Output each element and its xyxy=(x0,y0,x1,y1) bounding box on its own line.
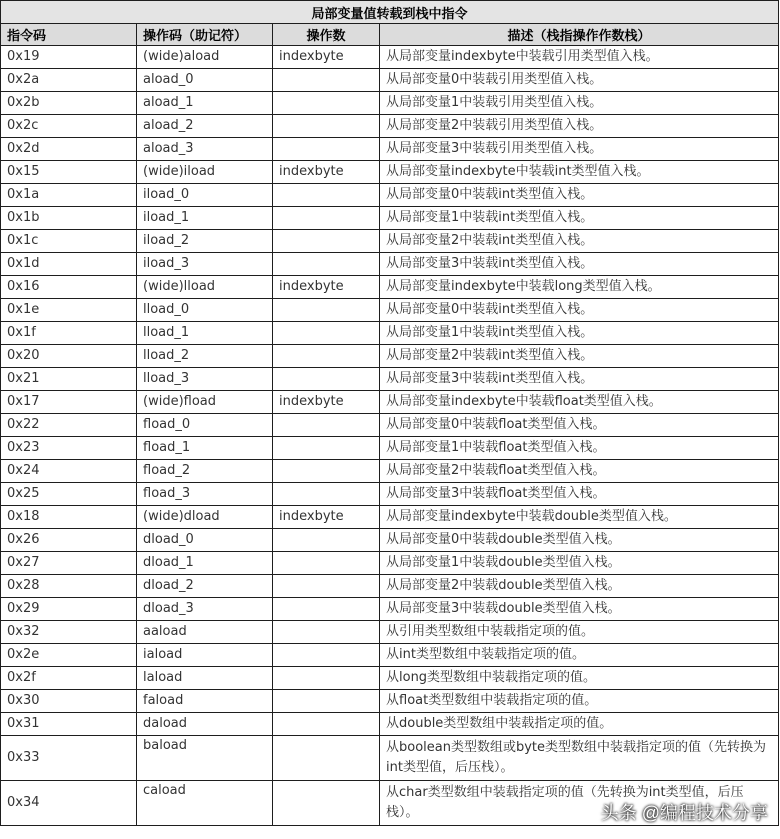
opcode-cell: 0x27 xyxy=(1,552,137,575)
operand-cell xyxy=(273,92,380,115)
mnemonic-cell: aload_0 xyxy=(137,69,273,92)
description-cell: 从double类型数组中装载指定项的值。 xyxy=(380,713,779,736)
operand-cell xyxy=(273,322,380,345)
table-row xyxy=(1,115,779,138)
opcode-cell: 0x1e xyxy=(1,299,137,322)
opcode-cell: 0x1b xyxy=(1,207,137,230)
opcode-cell: 0x17 xyxy=(1,391,137,414)
table-row xyxy=(1,644,779,667)
mnemonic-cell: iload_1 xyxy=(137,207,273,230)
description-cell: 从局部变量3中装载double类型值入栈。 xyxy=(380,598,779,621)
operand-cell xyxy=(273,115,380,138)
opcode-cell: 0x33 xyxy=(1,736,137,781)
table-row xyxy=(1,460,779,483)
opcode-cell: 0x15 xyxy=(1,161,137,184)
table-row xyxy=(1,506,779,529)
header-operand: 操作数 xyxy=(273,24,380,46)
opcode-cell: 0x2d xyxy=(1,138,137,161)
opcode-cell: 0x1c xyxy=(1,230,137,253)
table-row xyxy=(1,138,779,161)
mnemonic-cell: (wide)dload xyxy=(137,506,273,529)
operand-cell xyxy=(273,781,380,826)
table-row xyxy=(1,713,779,736)
table-row xyxy=(1,345,779,368)
opcode-cell: 0x28 xyxy=(1,575,137,598)
mnemonic-cell: caload xyxy=(137,781,273,826)
operand-cell xyxy=(273,529,380,552)
description-cell: 从局部变量2中装载int类型值入栈。 xyxy=(380,345,779,368)
table-title: 局部变量值转载到栈中指令 xyxy=(1,1,779,24)
operand-cell xyxy=(273,207,380,230)
header-mnemonic: 操作码（助记符） xyxy=(137,24,273,46)
opcode-cell: 0x2b xyxy=(1,92,137,115)
description-cell: 从局部变量indexbyte中装载double类型值入栈。 xyxy=(380,506,779,529)
mnemonic-cell: fload_3 xyxy=(137,483,273,506)
mnemonic-cell: (wide)aload xyxy=(137,46,273,69)
mnemonic-cell: iload_3 xyxy=(137,253,273,276)
opcode-cell: 0x30 xyxy=(1,690,137,713)
opcode-cell: 0x29 xyxy=(1,598,137,621)
opcode-cell: 0x2f xyxy=(1,667,137,690)
operand-cell xyxy=(273,184,380,207)
table-row xyxy=(1,230,779,253)
table-row xyxy=(1,184,779,207)
table-header-row xyxy=(1,24,779,46)
operand-cell xyxy=(273,644,380,667)
table-row xyxy=(1,575,779,598)
header-description: 描述（栈指操作作数栈） xyxy=(380,24,779,46)
header-opcode: 指令码 xyxy=(1,24,137,46)
table-row xyxy=(1,161,779,184)
operand-cell xyxy=(273,736,380,781)
description-cell: 从局部变量0中装载double类型值入栈。 xyxy=(380,529,779,552)
table-row xyxy=(1,414,779,437)
operand-cell xyxy=(273,414,380,437)
table-row xyxy=(1,322,779,345)
operand-cell xyxy=(273,299,380,322)
description-cell: 从局部变量2中装载float类型值入栈。 xyxy=(380,460,779,483)
operand-cell xyxy=(273,69,380,92)
opcode-cell: 0x25 xyxy=(1,483,137,506)
description-cell: 从局部变量0中装载引用类型值入栈。 xyxy=(380,69,779,92)
operand-cell xyxy=(273,575,380,598)
operand-cell xyxy=(273,621,380,644)
table-row xyxy=(1,736,779,781)
watermark-text: 头条 @编程技术分享 xyxy=(600,803,768,823)
table-row xyxy=(1,667,779,690)
mnemonic-cell: aload_3 xyxy=(137,138,273,161)
operand-cell xyxy=(273,437,380,460)
mnemonic-cell: fload_2 xyxy=(137,460,273,483)
opcode-cell: 0x2c xyxy=(1,115,137,138)
opcode-cell: 0x31 xyxy=(1,713,137,736)
opcode-cell: 0x23 xyxy=(1,437,137,460)
description-cell: 从局部变量0中装载int类型值入栈。 xyxy=(380,184,779,207)
opcode-cell: 0x1f xyxy=(1,322,137,345)
opcode-cell: 0x34 xyxy=(1,781,137,826)
operand-cell xyxy=(273,667,380,690)
operand-cell: indexbyte xyxy=(273,506,380,529)
mnemonic-cell: lload_0 xyxy=(137,299,273,322)
mnemonic-cell: (wide)iload xyxy=(137,161,273,184)
operand-cell xyxy=(273,368,380,391)
operand-cell xyxy=(273,230,380,253)
description-cell: 从局部变量indexbyte中装载int类型值入栈。 xyxy=(380,161,779,184)
table-title-row xyxy=(1,1,779,24)
description-cell: 从局部变量1中装载double类型值入栈。 xyxy=(380,552,779,575)
mnemonic-cell: (wide)lload xyxy=(137,276,273,299)
description-cell: 从局部变量1中装载int类型值入栈。 xyxy=(380,322,779,345)
description-cell: 从局部变量2中装载引用类型值入栈。 xyxy=(380,115,779,138)
table-row xyxy=(1,529,779,552)
operand-cell xyxy=(273,598,380,621)
opcode-cell: 0x1a xyxy=(1,184,137,207)
mnemonic-cell: faload xyxy=(137,690,273,713)
description-cell: 从float类型数组中装载指定项的值。 xyxy=(380,690,779,713)
operand-cell xyxy=(273,345,380,368)
mnemonic-cell: (wide)fload xyxy=(137,391,273,414)
opcode-cell: 0x26 xyxy=(1,529,137,552)
description-cell: 从局部变量1中装载引用类型值入栈。 xyxy=(380,92,779,115)
opcode-cell: 0x32 xyxy=(1,621,137,644)
table-row xyxy=(1,276,779,299)
operand-cell xyxy=(273,713,380,736)
operand-cell: indexbyte xyxy=(273,161,380,184)
opcode-cell: 0x2e xyxy=(1,644,137,667)
table-row xyxy=(1,299,779,322)
description-cell: 从long类型数组中装载指定项的值。 xyxy=(380,667,779,690)
description-cell: 从局部变量1中装载float类型值入栈。 xyxy=(380,437,779,460)
description-cell: 从局部变量0中装载float类型值入栈。 xyxy=(380,414,779,437)
table-row xyxy=(1,621,779,644)
operand-cell xyxy=(273,552,380,575)
description-cell: 从局部变量3中装载int类型值入栈。 xyxy=(380,253,779,276)
table-row xyxy=(1,391,779,414)
description-cell: 从局部变量0中装载int类型值入栈。 xyxy=(380,299,779,322)
mnemonic-cell: fload_1 xyxy=(137,437,273,460)
table-row xyxy=(1,92,779,115)
table-row xyxy=(1,483,779,506)
opcode-cell: 0x21 xyxy=(1,368,137,391)
table-row xyxy=(1,368,779,391)
mnemonic-cell: dload_3 xyxy=(137,598,273,621)
table-row xyxy=(1,598,779,621)
mnemonic-cell: aload_2 xyxy=(137,115,273,138)
table-row xyxy=(1,207,779,230)
opcode-cell: 0x19 xyxy=(1,46,137,69)
operand-cell xyxy=(273,253,380,276)
mnemonic-cell: dload_0 xyxy=(137,529,273,552)
mnemonic-cell: lload_2 xyxy=(137,345,273,368)
mnemonic-cell: lload_1 xyxy=(137,322,273,345)
mnemonic-cell: iload_0 xyxy=(137,184,273,207)
description-cell: 从char类型数组中装载指定项的值（先转换为int类型值，后压栈）。 xyxy=(380,781,779,826)
description-cell: 从局部变量indexbyte中装载float类型值入栈。 xyxy=(380,391,779,414)
description-cell: 从局部变量3中装载int类型值入栈。 xyxy=(380,368,779,391)
operand-cell xyxy=(273,138,380,161)
description-cell: 从局部变量indexbyte中装载引用类型值入栈。 xyxy=(380,46,779,69)
operand-cell: indexbyte xyxy=(273,46,380,69)
mnemonic-cell: aload_1 xyxy=(137,92,273,115)
mnemonic-cell: aaload xyxy=(137,621,273,644)
description-cell: 从引用类型数组中装载指定项的值。 xyxy=(380,621,779,644)
description-cell: 从局部变量3中装载float类型值入栈。 xyxy=(380,483,779,506)
opcode-cell: 0x2a xyxy=(1,69,137,92)
mnemonic-cell: fload_0 xyxy=(137,414,273,437)
description-cell: 从boolean类型数组或byte类型数组中装载指定项的值（先转换为int类型值，后压栈）。 xyxy=(380,736,779,781)
opcode-cell: 0x16 xyxy=(1,276,137,299)
opcode-cell: 0x20 xyxy=(1,345,137,368)
mnemonic-cell: iload_2 xyxy=(137,230,273,253)
opcode-cell: 0x22 xyxy=(1,414,137,437)
opcode-cell: 0x24 xyxy=(1,460,137,483)
opcode-cell: 0x18 xyxy=(1,506,137,529)
mnemonic-cell: dload_2 xyxy=(137,575,273,598)
mnemonic-cell: laload xyxy=(137,667,273,690)
table-row xyxy=(1,437,779,460)
mnemonic-cell: lload_3 xyxy=(137,368,273,391)
operand-cell xyxy=(273,483,380,506)
description-cell: 从局部变量indexbyte中装载long类型值入栈。 xyxy=(380,276,779,299)
table-row xyxy=(1,46,779,69)
table-row xyxy=(1,69,779,92)
mnemonic-cell: iaload xyxy=(137,644,273,667)
description-cell: 从局部变量2中装载double类型值入栈。 xyxy=(380,575,779,598)
operand-cell xyxy=(273,690,380,713)
description-cell: 从局部变量2中装载int类型值入栈。 xyxy=(380,230,779,253)
description-cell: 从int类型数组中装载指定项的值。 xyxy=(380,644,779,667)
description-cell: 从局部变量1中装载int类型值入栈。 xyxy=(380,207,779,230)
description-cell: 从局部变量3中装载引用类型值入栈。 xyxy=(380,138,779,161)
operand-cell xyxy=(273,460,380,483)
operand-cell: indexbyte xyxy=(273,391,380,414)
opcode-cell: 0x1d xyxy=(1,253,137,276)
operand-cell: indexbyte xyxy=(273,276,380,299)
mnemonic-cell: daload xyxy=(137,713,273,736)
table-row xyxy=(1,253,779,276)
table-row xyxy=(1,552,779,575)
mnemonic-cell: baload xyxy=(137,736,273,781)
mnemonic-cell: dload_1 xyxy=(137,552,273,575)
table-row xyxy=(1,690,779,713)
